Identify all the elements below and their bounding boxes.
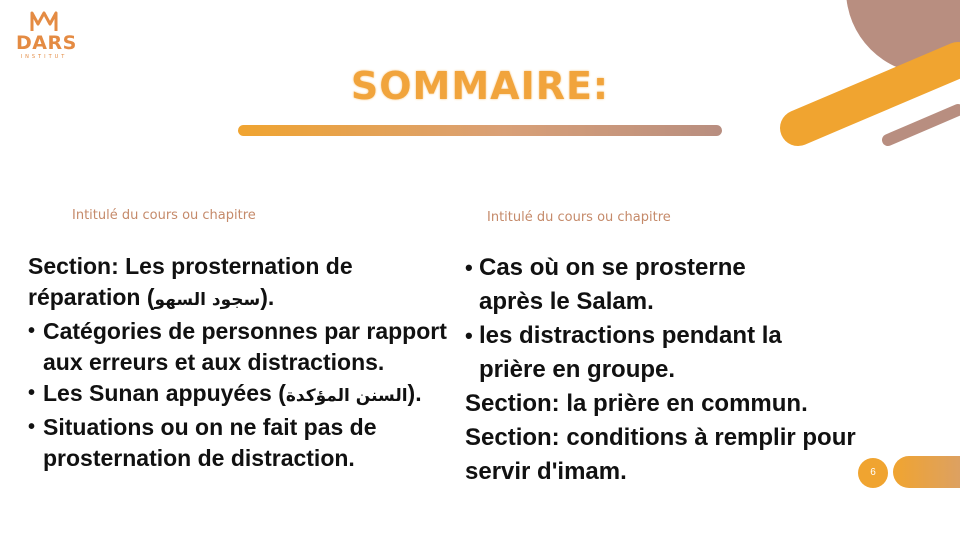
bullet-icon: • — [465, 255, 473, 280]
list-item: Section: Les prosternation de — [28, 253, 353, 279]
list-item: • Situations ou on ne fait pas de prosternation de distraction. — [28, 412, 458, 474]
bullet-icon: • — [28, 382, 36, 404]
dars-logo — [16, 10, 77, 64]
list-item: • Les Sunan appuyées (السنن المؤكدة). — [28, 378, 458, 412]
logo-subtitle: INSTITUT — [20, 54, 68, 60]
list-item: Section: la prière en commun. — [465, 390, 808, 417]
list-item: réparation (سجود السهو). — [28, 284, 275, 310]
page-number-bar — [893, 456, 960, 488]
logo-name: DARS — [16, 32, 77, 54]
arabic-term: السنن المؤكدة — [285, 386, 408, 406]
page-number: 6 — [858, 458, 888, 488]
list-item: • Cas où on se prosterne après le Salam. — [465, 251, 795, 319]
bullet-icon: • — [28, 320, 36, 342]
right-column-label: Intitulé du cours ou chapitre — [487, 210, 671, 225]
logo-m-icon — [30, 10, 58, 32]
left-column-content — [28, 251, 458, 474]
bullet-icon: • — [28, 416, 36, 438]
bullet-icon: • — [465, 323, 473, 348]
list-item: Section: conditions à remplir pour servir d'imam. — [465, 424, 856, 485]
title-underline — [238, 125, 722, 136]
right-column-content — [465, 251, 875, 489]
arabic-term: سجود السهو — [154, 290, 261, 310]
page-title: SOMMAIRE: — [350, 64, 610, 108]
deco-mauve-stroke — [888, 110, 958, 140]
list-item: • Catégories de personnes par rapport aux erreurs et aux distractions. — [28, 316, 458, 378]
list-item: • les distractions pendant la prière en groupe. — [465, 319, 810, 387]
left-column-label: Intitulé du cours ou chapitre — [72, 208, 256, 223]
